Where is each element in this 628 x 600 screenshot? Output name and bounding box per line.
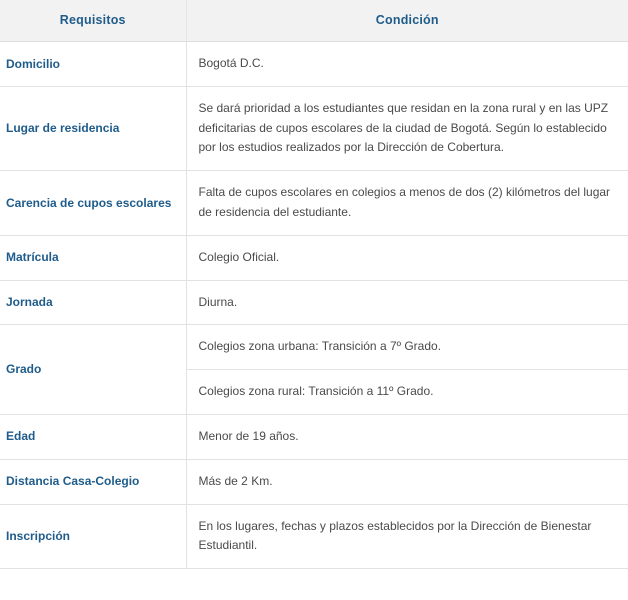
condition-text: Bogotá D.C. [186,42,628,87]
condition-text: Menor de 19 años. [186,414,628,459]
table-row [0,86,628,170]
requirement-label: Grado [0,325,186,415]
condition-text: Se dará prioridad a los estudiantes que residan en la zona rural y en las UPZ deficitarias de cupos escolares de la ciudad de Bogotá. Según lo establecido por los estudios realizados por la Dirección de Cobertura. [186,86,628,170]
requirement-label: Carencia de cupos escolares [0,171,186,236]
requirement-label: Distancia Casa-Colegio [0,459,186,504]
table-row [0,414,628,459]
requirement-label: Domicilio [0,42,186,87]
requirement-label: Edad [0,414,186,459]
table-row [0,459,628,504]
table-header-row [0,0,628,42]
table-row [0,325,628,370]
requirement-label: Jornada [0,280,186,325]
requirement-label: Lugar de residencia [0,86,186,170]
requirement-label: Matrícula [0,235,186,280]
condition-text: Falta de cupos escolares en colegios a menos de dos (2) kilómetros del lugar de residencia del estudiante. [186,171,628,236]
table-row [0,280,628,325]
condition-text: Colegios zona rural: Transición a 11º Grado. [186,370,628,415]
table-header [0,0,628,42]
table-row [0,504,628,569]
table-row [0,235,628,280]
condition-text: En los lugares, fechas y plazos establecidos por la Dirección de Bienestar Estudiantil. [186,504,628,569]
requirement-label: Inscripción [0,504,186,569]
table-body [0,42,628,569]
condition-text: Colegio Oficial. [186,235,628,280]
condition-text: Diurna. [186,280,628,325]
condition-text: Colegios zona urbana: Transición a 7º Grado. [186,325,628,370]
table-row [0,171,628,236]
condition-text: Más de 2 Km. [186,459,628,504]
column-header-requisitos: Requisitos [0,0,186,42]
table-row [0,42,628,87]
column-header-condicion: Condición [186,0,628,42]
